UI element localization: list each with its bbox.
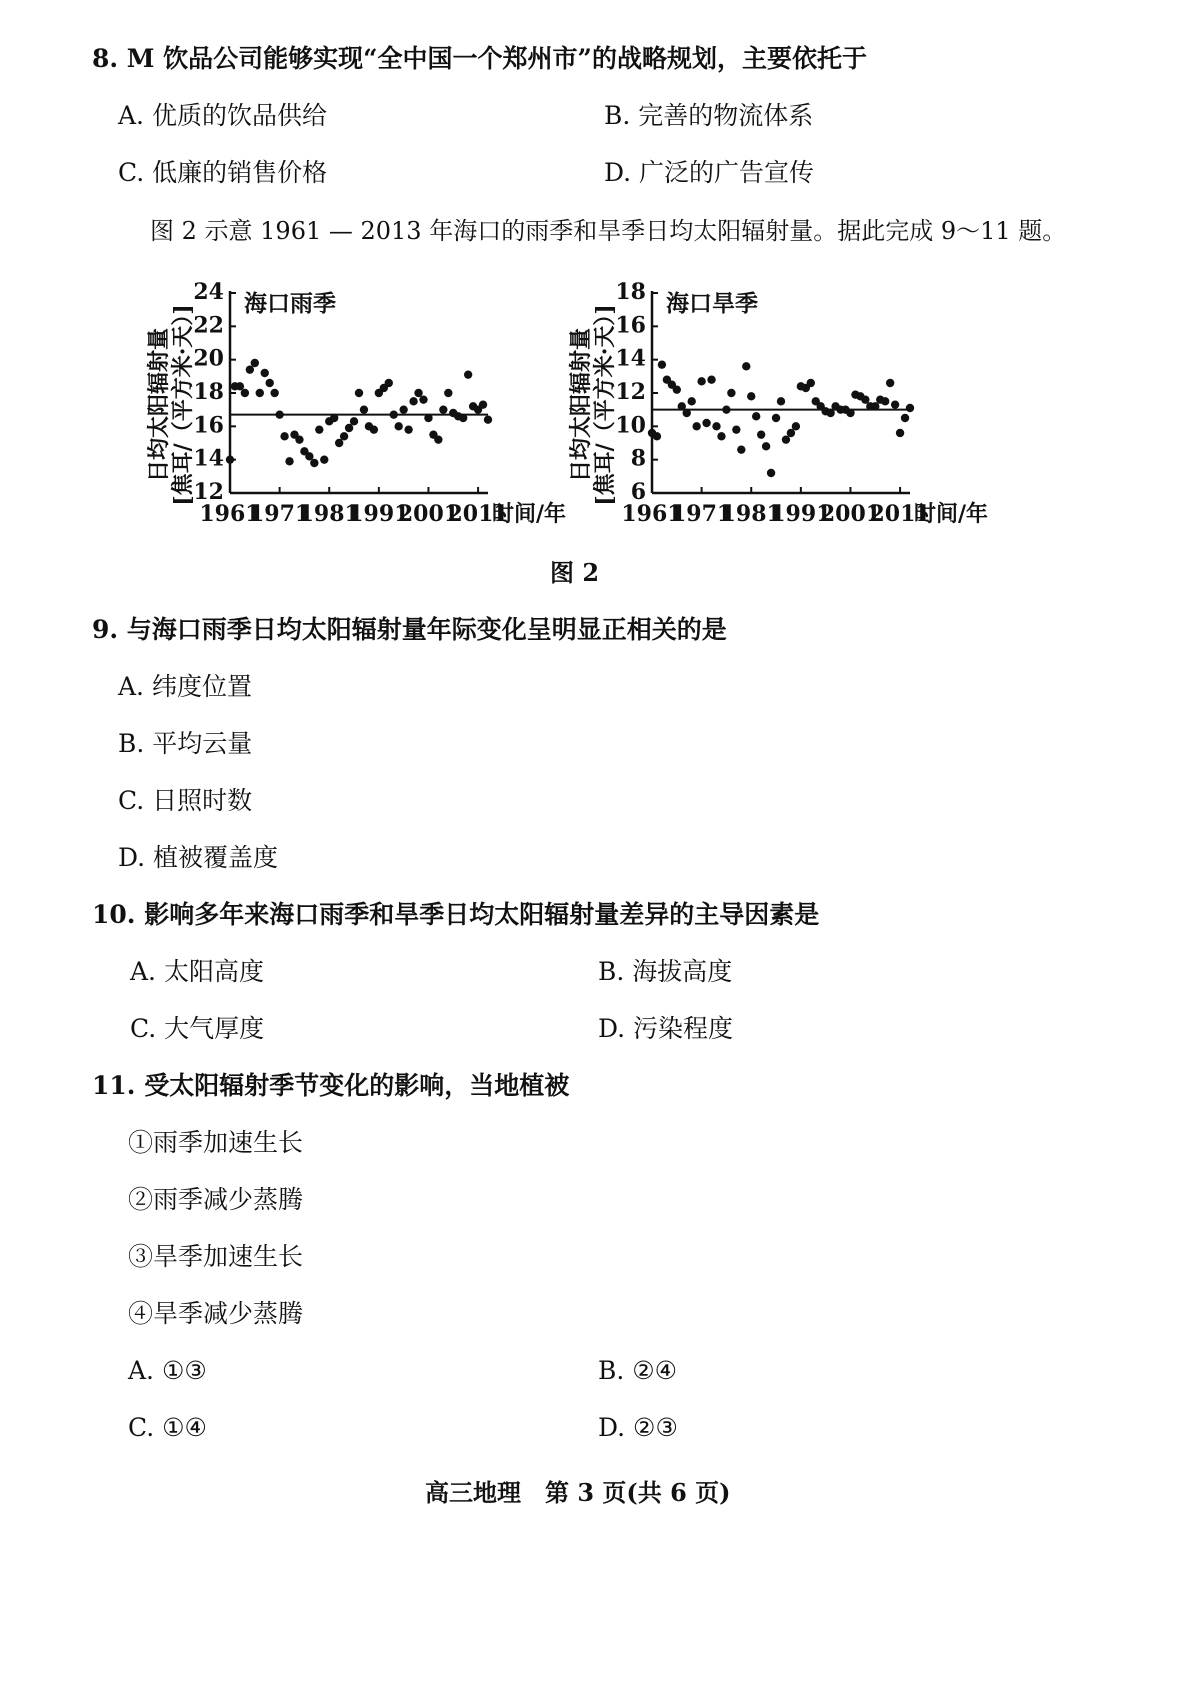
x-tick-label: 2011 <box>869 501 931 527</box>
x-tick-label: 1991 <box>770 501 832 527</box>
y-tick-label: 18 <box>193 379 224 405</box>
data-point <box>256 389 264 397</box>
x-tick-label: 1981 <box>720 501 782 527</box>
data-point <box>732 425 740 433</box>
q8-option-d: D. 广泛的广告宣传 <box>604 158 815 187</box>
x-tick-label: 1961 <box>621 501 683 527</box>
data-point <box>722 405 730 413</box>
figure-intro: 图 2 示意 1961 — 2013 年海口的雨季和旱季日均太阳辐射量。据此完成 9～11 题。 <box>150 217 1067 245</box>
x-axis-label: 时间/年 <box>914 501 989 527</box>
data-point <box>226 455 234 463</box>
y-axis-label-line1: 日均太阳辐射量 <box>146 327 172 483</box>
data-point <box>717 432 725 440</box>
data-point <box>390 410 398 418</box>
y-tick-label: 8 <box>630 445 646 472</box>
data-point <box>251 359 259 367</box>
x-tick-label: 1961 <box>199 501 261 527</box>
data-point <box>479 400 487 408</box>
x-tick-label: 2011 <box>447 501 509 527</box>
data-point <box>385 379 393 387</box>
data-point <box>678 402 686 410</box>
data-point <box>275 410 283 418</box>
q10-option-c: C. 大气厚度 <box>130 1014 265 1043</box>
panel-title: 海口雨季 <box>244 290 336 317</box>
q8-stem: 8. M 饮品公司能够实现“全中国一个郑州市”的战略规划，主要依托于 <box>92 44 867 73</box>
data-point <box>772 414 780 422</box>
data-point <box>777 397 785 405</box>
q9-option-c: C. 日照时数 <box>118 786 253 815</box>
y-axis-label-line2: [焦耳/（平方米·天）] <box>592 304 618 506</box>
data-point <box>434 435 442 443</box>
data-point <box>727 389 735 397</box>
data-point <box>464 370 472 378</box>
data-point <box>340 432 348 440</box>
figure-caption: 图 2 <box>550 558 600 587</box>
data-point <box>320 455 328 463</box>
y-tick-label: 20 <box>193 345 224 372</box>
chart-rainy-season <box>138 275 608 535</box>
data-point <box>712 422 720 430</box>
data-point <box>787 429 795 437</box>
x-tick-label: 2001 <box>819 501 882 527</box>
q11-stem: 11. 受太阳辐射季节变化的影响，当地植被 <box>92 1071 570 1100</box>
y-tick-label: 14 <box>615 345 646 372</box>
data-point <box>236 382 244 390</box>
data-point <box>285 457 293 465</box>
q11-option-d: D. ②③ <box>598 1413 678 1442</box>
q10-option-b: B. 海拔高度 <box>598 957 733 986</box>
data-point <box>653 432 661 440</box>
y-axis-label <box>146 304 196 506</box>
data-point <box>350 417 358 425</box>
data-point <box>414 389 422 397</box>
q11-item-4: ④旱季减少蒸腾 <box>128 1299 304 1328</box>
data-point <box>370 425 378 433</box>
data-point <box>409 397 417 405</box>
y-tick-label: 16 <box>615 312 646 339</box>
x-tick-label: 1971 <box>248 501 311 527</box>
data-point <box>896 429 904 437</box>
y-tick-label: 22 <box>193 312 224 339</box>
x-tick-label: 1971 <box>670 501 733 527</box>
chart-dry-season <box>560 275 1030 535</box>
data-point <box>807 379 815 387</box>
data-point <box>762 442 770 450</box>
x-tick-label: 1991 <box>348 501 410 527</box>
q10-option-d: D. 污染程度 <box>598 1014 734 1043</box>
x-tick-label: 1981 <box>298 501 360 527</box>
data-point <box>270 389 278 397</box>
data-point <box>241 389 249 397</box>
data-point <box>826 409 834 417</box>
y-tick-label: 14 <box>193 445 224 472</box>
data-point <box>345 424 353 432</box>
data-point <box>792 422 800 430</box>
data-point <box>891 400 899 408</box>
y-tick-label: 6 <box>630 479 646 505</box>
y-tick-label: 18 <box>615 279 646 305</box>
data-point <box>419 395 427 403</box>
data-point <box>886 379 894 387</box>
q11-option-c: C. ①④ <box>128 1413 207 1442</box>
q8-option-b: B. 完善的物流体系 <box>604 101 814 130</box>
data-point <box>310 459 318 467</box>
data-point <box>439 405 447 413</box>
data-point <box>906 404 914 412</box>
data-point <box>782 435 790 443</box>
data-point <box>767 469 775 477</box>
x-tick-label: 2001 <box>397 501 460 527</box>
data-point <box>335 439 343 447</box>
data-point <box>444 389 452 397</box>
x-axis-label: 时间/年 <box>492 501 567 527</box>
data-point <box>752 412 760 420</box>
data-point <box>707 375 715 383</box>
data-point <box>747 392 755 400</box>
data-point <box>459 414 467 422</box>
q8-option-a: A. 优质的饮品供给 <box>118 101 327 130</box>
y-axis-label-line2: [焦耳/（平方米·天）] <box>170 304 196 506</box>
q11-item-2: ②雨季减少蒸腾 <box>128 1185 304 1214</box>
data-point <box>315 425 323 433</box>
data-point <box>246 365 254 373</box>
q11-option-b: B. ②④ <box>598 1356 678 1385</box>
data-point <box>280 432 288 440</box>
data-point <box>871 402 879 410</box>
data-point <box>846 409 854 417</box>
data-point <box>399 405 407 413</box>
data-point <box>330 414 338 422</box>
q9-option-b: B. 平均云量 <box>118 729 253 758</box>
data-point <box>861 395 869 403</box>
y-tick-label: 12 <box>193 479 224 505</box>
data-point <box>697 377 705 385</box>
data-point <box>757 430 765 438</box>
y-tick-label: 16 <box>193 412 224 439</box>
data-point <box>692 422 700 430</box>
data-point <box>265 379 273 387</box>
data-point <box>702 419 710 427</box>
data-point <box>881 397 889 405</box>
q11-item-1: ①雨季加速生长 <box>128 1128 304 1157</box>
q10-option-a: A. 太阳高度 <box>130 957 264 986</box>
q9-option-d: D. 植被覆盖度 <box>118 843 279 872</box>
data-point <box>737 445 745 453</box>
q10-stem: 10. 影响多年来海口雨季和旱季日均太阳辐射量差异的主导因素是 <box>92 900 820 929</box>
data-point <box>742 362 750 370</box>
data-point <box>305 452 313 460</box>
data-point <box>687 397 695 405</box>
data-point <box>404 425 412 433</box>
data-point <box>295 435 303 443</box>
data-point <box>261 369 269 377</box>
y-axis-label-line1: 日均太阳辐射量 <box>568 327 594 483</box>
q9-option-a: A. 纬度位置 <box>118 672 252 701</box>
data-point <box>424 414 432 422</box>
y-tick-label: 12 <box>615 379 646 405</box>
q8-option-c: C. 低廉的销售价格 <box>118 158 328 187</box>
data-point <box>484 415 492 423</box>
q11-item-3: ③旱季加速生长 <box>128 1242 304 1271</box>
data-point <box>658 360 666 368</box>
q9-stem: 9. 与海口雨季日均太阳辐射量年际变化呈明显正相关的是 <box>92 615 727 644</box>
data-point <box>360 405 368 413</box>
data-point <box>901 414 909 422</box>
data-point <box>683 409 691 417</box>
page-footer: 高三地理 第 3 页(共 6 页) <box>425 1478 731 1507</box>
y-axis-label <box>568 304 618 506</box>
data-point <box>673 385 681 393</box>
q11-option-a: A. ①③ <box>128 1356 207 1385</box>
y-tick-label: 24 <box>193 279 224 305</box>
data-point <box>355 389 363 397</box>
y-tick-label: 10 <box>615 412 646 439</box>
panel-title: 海口旱季 <box>666 290 758 317</box>
data-point <box>394 422 402 430</box>
